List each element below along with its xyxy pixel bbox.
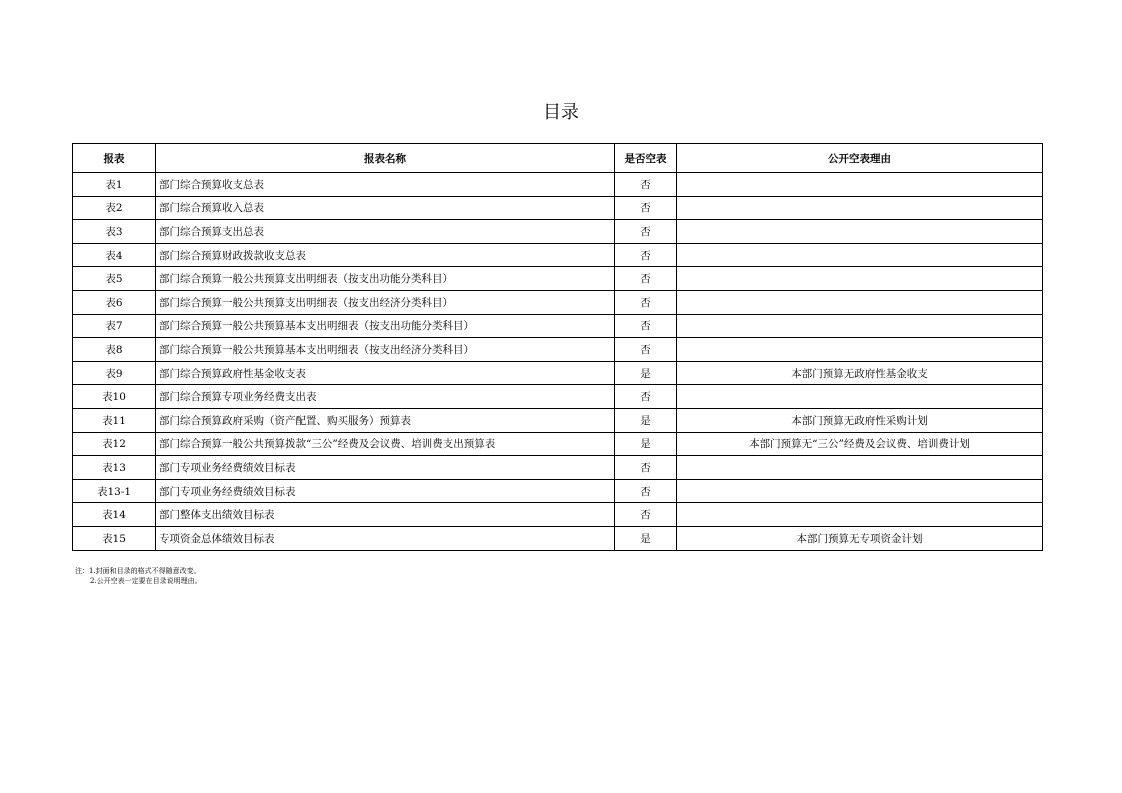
cell-empty-reason: 本部门预算无政府性基金收支 — [677, 361, 1043, 385]
cell-empty-reason — [677, 314, 1043, 338]
header-is-empty: 是否空表 — [615, 144, 677, 173]
cell-report-id: 表1 — [73, 173, 156, 197]
cell-empty-reason — [677, 385, 1043, 409]
cell-is-empty: 否 — [615, 338, 677, 362]
cell-report-name: 部门综合预算支出总表 — [156, 220, 615, 244]
table-row — [73, 220, 1043, 244]
cell-report-id: 表14 — [73, 503, 156, 527]
cell-report-name: 部门专项业务经费绩效目标表 — [156, 456, 615, 480]
cell-report-id: 表12 — [73, 432, 156, 456]
table-row — [73, 243, 1043, 267]
cell-is-empty: 是 — [615, 361, 677, 385]
table-row — [73, 479, 1043, 503]
table-row — [73, 408, 1043, 432]
cell-report-name: 部门综合预算一般公共预算基本支出明细表（按支出功能分类科目） — [156, 314, 615, 338]
cell-is-empty: 否 — [615, 503, 677, 527]
cell-report-name: 专项资金总体绩效目标表 — [156, 526, 615, 550]
cell-is-empty: 是 — [615, 408, 677, 432]
cell-is-empty: 否 — [615, 196, 677, 220]
table-row — [73, 526, 1043, 550]
cell-empty-reason: 本部门预算无专项资金计划 — [677, 526, 1043, 550]
page-title: 目录 — [543, 102, 579, 123]
cell-is-empty: 否 — [615, 173, 677, 197]
cell-report-name: 部门综合预算收入总表 — [156, 196, 615, 220]
cell-report-name: 部门综合预算一般公共预算基本支出明细表（按支出经济分类科目） — [156, 338, 615, 362]
cell-is-empty: 否 — [615, 456, 677, 480]
cell-report-id: 表15 — [73, 526, 156, 550]
header-report-id: 报表 — [73, 144, 156, 173]
cell-report-id: 表9 — [73, 361, 156, 385]
cell-report-name: 部门综合预算一般公共预算拨款“三公”经费及会议费、培训费支出预算表 — [156, 432, 615, 456]
cell-is-empty: 是 — [615, 432, 677, 456]
cell-is-empty: 否 — [615, 243, 677, 267]
table-row — [73, 267, 1043, 291]
cell-empty-reason — [677, 479, 1043, 503]
cell-is-empty: 否 — [615, 267, 677, 291]
cell-is-empty: 否 — [615, 479, 677, 503]
table-row — [73, 456, 1043, 480]
cell-report-id: 表13 — [73, 456, 156, 480]
table-row — [73, 432, 1043, 456]
cell-empty-reason: 本部门预算无政府性采购计划 — [677, 408, 1043, 432]
cell-report-name: 部门综合预算一般公共预算支出明细表（按支出经济分类科目） — [156, 290, 615, 314]
cell-empty-reason — [677, 196, 1043, 220]
cell-report-id: 表3 — [73, 220, 156, 244]
cell-empty-reason — [677, 456, 1043, 480]
table-row — [73, 385, 1043, 409]
table-row — [73, 196, 1043, 220]
cell-report-id: 表13-1 — [73, 479, 156, 503]
cell-empty-reason — [677, 220, 1043, 244]
catalog-table — [72, 143, 1043, 551]
table-row — [73, 314, 1043, 338]
cell-report-name: 部门综合预算一般公共预算支出明细表（按支出功能分类科目） — [156, 267, 615, 291]
cell-is-empty: 是 — [615, 526, 677, 550]
cell-report-name: 部门综合预算政府采购（资产配置、购买服务）预算表 — [156, 408, 615, 432]
header-empty-reason: 公开空表理由 — [677, 144, 1043, 173]
table-header-row — [73, 144, 1043, 173]
table-row — [73, 290, 1043, 314]
cell-report-id: 表7 — [73, 314, 156, 338]
cell-is-empty: 否 — [615, 290, 677, 314]
cell-empty-reason — [677, 243, 1043, 267]
cell-is-empty: 否 — [615, 314, 677, 338]
cell-report-name: 部门综合预算财政拨款收支总表 — [156, 243, 615, 267]
footnotes — [75, 566, 202, 586]
cell-report-name: 部门综合预算政府性基金收支表 — [156, 361, 615, 385]
footnote-2: 2.公开空表一定要在目录说明理由。 — [90, 577, 202, 585]
cell-report-id: 表10 — [73, 385, 156, 409]
cell-is-empty: 否 — [615, 385, 677, 409]
header-report-name: 报表名称 — [156, 144, 615, 173]
cell-report-id: 表4 — [73, 243, 156, 267]
cell-report-name: 部门专项业务经费绩效目标表 — [156, 479, 615, 503]
table-row — [73, 503, 1043, 527]
table-row — [73, 173, 1043, 197]
cell-empty-reason: 本部门预算无“三公”经费及会议费、培训费计划 — [677, 432, 1043, 456]
cell-report-name: 部门整体支出绩效目标表 — [156, 503, 615, 527]
cell-empty-reason — [677, 290, 1043, 314]
cell-report-id: 表6 — [73, 290, 156, 314]
cell-empty-reason — [677, 267, 1043, 291]
footnote-1: 注：1.封面和目录的格式不得随意改变。 — [75, 567, 201, 575]
table-row — [73, 361, 1043, 385]
cell-empty-reason — [677, 173, 1043, 197]
cell-report-name: 部门综合预算专项业务经费支出表 — [156, 385, 615, 409]
cell-empty-reason — [677, 503, 1043, 527]
cell-report-id: 表5 — [73, 267, 156, 291]
table-row — [73, 338, 1043, 362]
cell-is-empty: 否 — [615, 220, 677, 244]
cell-report-id: 表8 — [73, 338, 156, 362]
cell-report-id: 表2 — [73, 196, 156, 220]
cell-empty-reason — [677, 338, 1043, 362]
cell-report-name: 部门综合预算收支总表 — [156, 173, 615, 197]
cell-report-id: 表11 — [73, 408, 156, 432]
